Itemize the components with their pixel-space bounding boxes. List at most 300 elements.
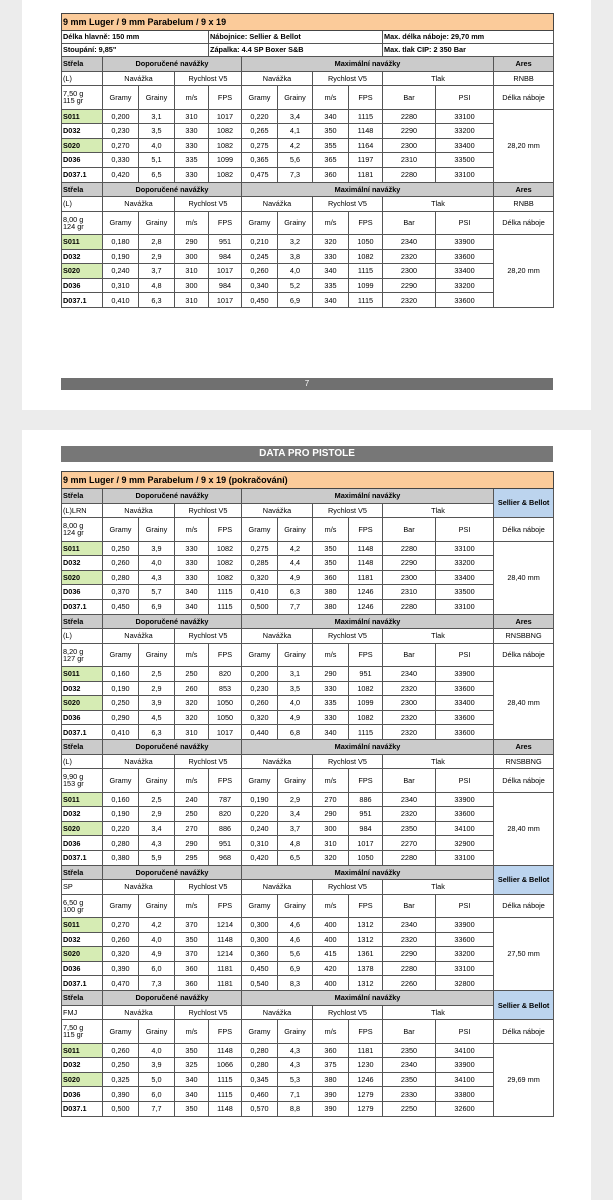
load-value: 0,390 <box>103 1087 139 1102</box>
load-value: 33900 <box>436 235 494 250</box>
load-value: 4,3 <box>139 570 175 585</box>
load-value: 340 <box>313 109 349 124</box>
charge-label: Navážka <box>242 754 313 769</box>
load-value: 330 <box>175 570 209 585</box>
maximum-loads-label: Maximální navážky <box>242 614 494 629</box>
mps-unit: m/s <box>313 211 349 234</box>
load-value: 33200 <box>436 278 494 293</box>
load-value: 2300 <box>383 138 436 153</box>
load-value: 2,9 <box>139 249 175 264</box>
load-row <box>62 1087 554 1102</box>
load-value: 2320 <box>383 681 436 696</box>
load-value: 0,275 <box>242 541 278 556</box>
load-value: 400 <box>313 976 349 991</box>
cartridge-length: 28,20 mm <box>494 109 554 182</box>
load-value: 3,4 <box>278 109 313 124</box>
fps-unit: FPS <box>349 643 383 666</box>
load-row <box>62 725 554 740</box>
weight-grains: 115 gr <box>63 1030 84 1040</box>
load-value: 350 <box>175 1043 209 1058</box>
load-value: 290 <box>175 235 209 250</box>
load-row <box>62 1058 554 1073</box>
load-value: 2,9 <box>139 807 175 822</box>
grams-unit: Gramy <box>103 86 139 109</box>
load-value: 984 <box>349 821 383 836</box>
load-value: 3,8 <box>278 249 313 264</box>
grams-unit: Gramy <box>242 518 278 541</box>
load-value: 1017 <box>209 264 242 279</box>
block-header-row <box>62 991 554 1006</box>
grains-unit: Grainy <box>278 1020 313 1043</box>
powder-name: D036 <box>62 710 103 725</box>
load-value: 2,5 <box>139 667 175 682</box>
load-value: 2,9 <box>139 681 175 696</box>
load-value: 33400 <box>436 570 494 585</box>
load-value: 951 <box>209 836 242 851</box>
load-value: 1197 <box>349 153 383 168</box>
twist-rate: Stoupání: 9,85" <box>62 44 209 57</box>
weight-grains: 115 gr <box>63 96 84 106</box>
load-value: 2320 <box>383 932 436 947</box>
charge-label: Navážka <box>242 71 313 86</box>
charge-label: Navážka <box>242 197 313 212</box>
manufacturer-label: Sellier & Bellot <box>494 865 554 894</box>
velocity-label: Rychlost V5 <box>313 629 383 644</box>
load-value: 320 <box>313 850 349 865</box>
load-value: 4,0 <box>139 556 175 571</box>
recommended-loads-label: Doporučené navážky <box>103 57 242 72</box>
mps-unit: m/s <box>175 894 209 917</box>
powder-name: D037.1 <box>62 725 103 740</box>
powder-name: D037.1 <box>62 850 103 865</box>
load-row <box>62 541 554 556</box>
barrel-length: Délka hlavně: 150 mm <box>62 31 209 44</box>
load-value: 0,500 <box>242 599 278 614</box>
load-value: 1312 <box>349 918 383 933</box>
load-value: 0,260 <box>242 696 278 711</box>
load-value: 33400 <box>436 264 494 279</box>
load-value: 5,6 <box>278 947 313 962</box>
manufacturer-label: Ares <box>494 614 554 629</box>
powder-name: S020 <box>62 1072 103 1087</box>
load-value: 420 <box>313 961 349 976</box>
grams-unit: Gramy <box>103 1020 139 1043</box>
load-value: 6,3 <box>278 585 313 600</box>
weight-grams: 8,00 g <box>63 521 84 531</box>
load-value: 1115 <box>349 293 383 308</box>
load-row <box>62 1101 554 1116</box>
load-value: 33100 <box>436 850 494 865</box>
load-value: 984 <box>209 278 242 293</box>
load-value: 6,0 <box>139 1087 175 1102</box>
load-value: 853 <box>209 681 242 696</box>
load-value: 335 <box>175 153 209 168</box>
load-value: 2330 <box>383 1087 436 1102</box>
load-value: 0,310 <box>242 836 278 851</box>
block-subheader-row <box>62 503 554 518</box>
load-value: 2280 <box>383 850 436 865</box>
load-value: 360 <box>175 961 209 976</box>
mps-unit: m/s <box>175 518 209 541</box>
powder-name: S011 <box>62 792 103 807</box>
charge-label: Navážka <box>103 71 175 86</box>
load-value: 0,500 <box>103 1101 139 1116</box>
psi-unit: PSI <box>436 1020 494 1043</box>
powder-name: D036 <box>62 585 103 600</box>
load-value: 0,220 <box>242 109 278 124</box>
load-value: 360 <box>313 570 349 585</box>
load-value: 1246 <box>349 1072 383 1087</box>
load-value: 3,9 <box>139 696 175 711</box>
manual-page-8 <box>22 430 591 1200</box>
load-value: 0,220 <box>103 821 139 836</box>
powder-name: S020 <box>62 138 103 153</box>
load-value: 0,540 <box>242 976 278 991</box>
recommended-loads-label: Doporučené navážky <box>103 489 242 504</box>
load-value: 33100 <box>436 961 494 976</box>
load-value: 250 <box>175 807 209 822</box>
load-value: 33600 <box>436 293 494 308</box>
grams-unit: Gramy <box>242 643 278 666</box>
load-value: 0,270 <box>103 918 139 933</box>
load-value: 2290 <box>383 278 436 293</box>
load-value: 0,285 <box>242 556 278 571</box>
grains-unit: Grainy <box>278 894 313 917</box>
load-value: 2,5 <box>139 792 175 807</box>
load-value: 1099 <box>349 696 383 711</box>
load-value: 33100 <box>436 599 494 614</box>
load-value: 3,1 <box>139 109 175 124</box>
load-value: 340 <box>313 725 349 740</box>
powder-name: D032 <box>62 556 103 571</box>
velocity-label: Rychlost V5 <box>175 197 242 212</box>
load-value: 6,8 <box>278 725 313 740</box>
weight-grams: 9,90 g <box>63 772 84 782</box>
powder-name: S011 <box>62 918 103 933</box>
velocity-label: Rychlost V5 <box>175 629 242 644</box>
load-value: 1017 <box>209 109 242 124</box>
load-value: 4,0 <box>278 696 313 711</box>
charge-label: Navážka <box>242 503 313 518</box>
load-value: 4,0 <box>139 138 175 153</box>
grains-unit: Grainy <box>278 518 313 541</box>
mps-unit: m/s <box>313 1020 349 1043</box>
grams-unit: Gramy <box>242 769 278 792</box>
weight-grains: 124 gr <box>63 528 84 538</box>
load-row <box>62 585 554 600</box>
load-value: 1214 <box>209 918 242 933</box>
load-value: 3,7 <box>139 264 175 279</box>
load-value: 0,370 <box>103 585 139 600</box>
mps-unit: m/s <box>313 86 349 109</box>
load-value: 0,380 <box>103 850 139 865</box>
load-value: 415 <box>313 947 349 962</box>
velocity-label: Rychlost V5 <box>313 1005 383 1020</box>
powder-name: D037.1 <box>62 976 103 991</box>
bullet-weight <box>62 86 103 109</box>
grams-unit: Gramy <box>103 643 139 666</box>
load-row <box>62 249 554 264</box>
load-value: 33100 <box>436 167 494 182</box>
load-row <box>62 570 554 585</box>
load-value: 300 <box>313 821 349 836</box>
load-value: 1181 <box>349 167 383 182</box>
load-value: 968 <box>209 850 242 865</box>
load-value: 1181 <box>209 976 242 991</box>
bullet-type: (L) <box>62 629 103 644</box>
load-value: 1082 <box>349 249 383 264</box>
maximum-loads-label: Maximální navážky <box>242 740 494 755</box>
units-row <box>62 643 554 666</box>
load-value: 1148 <box>209 1043 242 1058</box>
load-value: 4,6 <box>278 918 313 933</box>
mps-unit: m/s <box>175 211 209 234</box>
cartridge-length-label: Délka náboje <box>494 518 554 541</box>
load-value: 1148 <box>209 932 242 947</box>
load-row <box>62 1043 554 1058</box>
load-value: 2340 <box>383 667 436 682</box>
maximum-loads-label: Maximální navážky <box>242 57 494 72</box>
load-value: 0,290 <box>103 710 139 725</box>
load-value: 7,7 <box>139 1101 175 1116</box>
load-value: 0,320 <box>242 710 278 725</box>
mps-unit: m/s <box>175 1020 209 1043</box>
bar-unit: Bar <box>383 211 436 234</box>
load-row <box>62 947 554 962</box>
load-row <box>62 710 554 725</box>
mps-unit: m/s <box>175 769 209 792</box>
load-value: 350 <box>175 932 209 947</box>
grains-unit: Grainy <box>139 211 175 234</box>
load-value: 2350 <box>383 1072 436 1087</box>
load-value: 0,475 <box>242 167 278 182</box>
pressure-label: Tlak <box>383 71 494 86</box>
load-value: 0,360 <box>242 947 278 962</box>
load-value: 0,450 <box>103 599 139 614</box>
load-value: 390 <box>313 1101 349 1116</box>
psi-unit: PSI <box>436 211 494 234</box>
load-value: 0,420 <box>103 167 139 182</box>
load-value: 0,230 <box>103 124 139 139</box>
load-value: 2340 <box>383 918 436 933</box>
load-value: 0,260 <box>103 1043 139 1058</box>
cartridge-length: 28,40 mm <box>494 792 554 865</box>
load-value: 3,2 <box>278 235 313 250</box>
load-value: 33100 <box>436 109 494 124</box>
fps-unit: FPS <box>209 769 242 792</box>
velocity-label: Rychlost V5 <box>313 71 383 86</box>
load-value: 0,265 <box>242 124 278 139</box>
bullet-code: RNSBBNG <box>494 754 554 769</box>
block-header-row <box>62 489 554 504</box>
load-value: 325 <box>175 1058 209 1073</box>
load-value: 310 <box>313 836 349 851</box>
block-subheader-row <box>62 197 554 212</box>
load-value: 1082 <box>209 570 242 585</box>
charge-label: Navážka <box>242 880 313 895</box>
load-row <box>62 138 554 153</box>
charge-label: Navážka <box>242 629 313 644</box>
velocity-label: Rychlost V5 <box>175 754 242 769</box>
bar-unit: Bar <box>383 643 436 666</box>
load-value: 1148 <box>349 556 383 571</box>
load-value: 33600 <box>436 710 494 725</box>
load-value: 1164 <box>349 138 383 153</box>
load-value: 1050 <box>349 850 383 865</box>
units-row <box>62 211 554 234</box>
load-row <box>62 836 554 851</box>
units-row <box>62 769 554 792</box>
load-value: 335 <box>313 696 349 711</box>
cartridge-length-label: Délka náboje <box>494 211 554 234</box>
load-value: 1115 <box>349 725 383 740</box>
load-value: 951 <box>349 807 383 822</box>
load-value: 0,470 <box>103 976 139 991</box>
load-value: 2340 <box>383 1058 436 1073</box>
weight-grains: 100 gr <box>63 904 84 914</box>
units-row <box>62 894 554 917</box>
powder-name: D036 <box>62 278 103 293</box>
load-value: 0,570 <box>242 1101 278 1116</box>
load-value: 820 <box>209 667 242 682</box>
load-row <box>62 153 554 168</box>
powder-name: D037.1 <box>62 167 103 182</box>
maximum-loads-label: Maximální navážky <box>242 489 494 504</box>
load-value: 2320 <box>383 710 436 725</box>
load-value: 4,0 <box>278 264 313 279</box>
load-row <box>62 293 554 308</box>
load-value: 0,330 <box>103 153 139 168</box>
load-value: 1148 <box>349 124 383 139</box>
recommended-loads-label: Doporučené navážky <box>103 182 242 197</box>
bullet-code: RNSBBNG <box>494 629 554 644</box>
load-value: 33500 <box>436 153 494 168</box>
load-value: 3,5 <box>278 681 313 696</box>
fps-unit: FPS <box>349 86 383 109</box>
block-subheader-row <box>62 629 554 644</box>
weight-grains: 127 gr <box>63 653 84 663</box>
load-value: 2260 <box>383 976 436 991</box>
load-value: 4,0 <box>139 932 175 947</box>
load-value: 4,8 <box>139 278 175 293</box>
block-subheader-row <box>62 71 554 86</box>
load-value: 787 <box>209 792 242 807</box>
powder-name: S011 <box>62 1043 103 1058</box>
load-value: 300 <box>175 249 209 264</box>
load-value: 310 <box>175 264 209 279</box>
bullet-type: (L)LRN <box>62 503 103 518</box>
load-value: 4,4 <box>278 556 313 571</box>
load-value: 4,3 <box>139 836 175 851</box>
load-value: 330 <box>313 249 349 264</box>
bullet-code: RNBB <box>494 197 554 212</box>
load-value: 310 <box>175 293 209 308</box>
load-value: 2290 <box>383 556 436 571</box>
load-value: 330 <box>175 124 209 139</box>
load-value: 6,3 <box>139 293 175 308</box>
load-value: 4,9 <box>139 947 175 962</box>
bullet-label: Střela <box>62 489 103 504</box>
bullet-label: Střela <box>62 865 103 880</box>
fps-unit: FPS <box>209 211 242 234</box>
load-value: 1148 <box>209 1101 242 1116</box>
load-value: 6,5 <box>278 850 313 865</box>
load-value: 0,250 <box>103 696 139 711</box>
pressure-label: Tlak <box>383 629 494 644</box>
load-value: 360 <box>313 167 349 182</box>
load-row <box>62 932 554 947</box>
bullet-label: Střela <box>62 991 103 1006</box>
load-row <box>62 1072 554 1087</box>
load-value: 1082 <box>349 710 383 725</box>
grains-unit: Grainy <box>278 643 313 666</box>
block-header-row <box>62 57 554 72</box>
block-subheader-row <box>62 754 554 769</box>
velocity-label: Rychlost V5 <box>175 503 242 518</box>
load-value: 984 <box>209 249 242 264</box>
load-value: 4,2 <box>139 918 175 933</box>
velocity-label: Rychlost V5 <box>313 880 383 895</box>
load-value: 240 <box>175 792 209 807</box>
load-value: 33600 <box>436 681 494 696</box>
load-value: 0,320 <box>103 947 139 962</box>
load-value: 7,1 <box>278 1087 313 1102</box>
bullet-type: FMJ <box>62 1005 103 1020</box>
bullet-weight <box>62 769 103 792</box>
load-value: 0,190 <box>242 792 278 807</box>
mps-unit: m/s <box>313 894 349 917</box>
load-value: 4,6 <box>278 932 313 947</box>
load-value: 4,5 <box>139 710 175 725</box>
load-value: 1066 <box>209 1058 242 1073</box>
load-value: 0,240 <box>103 264 139 279</box>
load-value: 0,345 <box>242 1072 278 1087</box>
load-value: 3,1 <box>278 667 313 682</box>
maximum-loads-label: Maximální navážky <box>242 991 494 1006</box>
psi-unit: PSI <box>436 769 494 792</box>
charge-label: Navážka <box>103 197 175 212</box>
load-value: 1115 <box>209 1087 242 1102</box>
charge-label: Navážka <box>103 503 175 518</box>
load-row <box>62 124 554 139</box>
maximum-loads-label: Maximální navážky <box>242 865 494 880</box>
load-data-table <box>61 13 554 308</box>
load-value: 4,3 <box>278 1043 313 1058</box>
load-value: 2350 <box>383 1043 436 1058</box>
load-row <box>62 807 554 822</box>
load-value: 3,4 <box>278 807 313 822</box>
load-value: 6,9 <box>278 293 313 308</box>
load-value: 2300 <box>383 264 436 279</box>
load-value: 0,300 <box>242 918 278 933</box>
load-value: 0,260 <box>103 932 139 947</box>
load-value: 2320 <box>383 807 436 822</box>
load-value: 370 <box>175 947 209 962</box>
load-value: 0,190 <box>103 807 139 822</box>
units-row <box>62 518 554 541</box>
bar-unit: Bar <box>383 1020 436 1043</box>
bullet-label: Střela <box>62 182 103 197</box>
block-subheader-row <box>62 1005 554 1020</box>
load-value: 335 <box>313 278 349 293</box>
load-data-table <box>61 471 554 1117</box>
load-value: 0,260 <box>242 264 278 279</box>
load-value: 2320 <box>383 725 436 740</box>
cartridge-title: 9 mm Luger / 9 mm Parabelum / 9 x 19 <box>62 14 554 31</box>
load-row <box>62 681 554 696</box>
load-value: 33800 <box>436 1087 494 1102</box>
load-value: 5,1 <box>139 153 175 168</box>
